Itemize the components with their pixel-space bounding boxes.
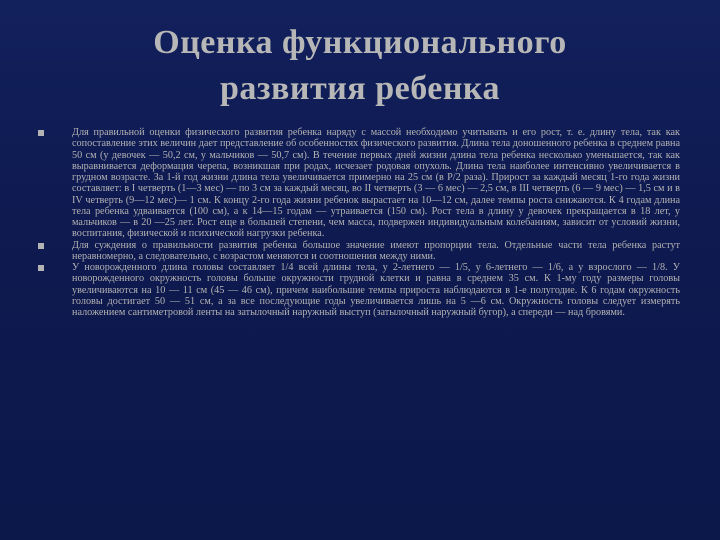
slide-title (60, 20, 660, 112)
square-bullet-icon (38, 265, 44, 271)
paragraph-text: Для суждения о правильности развития ребенка большое значение имеют пропорции тела. Отдельные части тела ребенка растут неравномерно, а следовательно, с возрастом меняются и соотношения между ними. (72, 239, 680, 262)
square-bullet-icon (38, 243, 44, 249)
paragraph-proportions (38, 240, 680, 263)
slide-title-line-1: Оценка функционального (153, 24, 567, 61)
paragraph-head (38, 262, 680, 318)
slide-title-line-2: развития ребенка (219, 70, 501, 107)
square-bullet-icon (38, 130, 44, 136)
paragraph-text: Для правильной оценки физического развития ребенка наряду с массой необходимо учитывать и его рост, т. е. длину тела, так как сопоставление этих величин дает представление об особенностях физического развития. Длина тела доношенного ребенка в среднем равна 50 см (у девочек — 50,2 см, у мальчиков — 50,7 см). В течение первых дней жизни длина тела ребенка несколько уменьшается, так как выравнивается деформация черепа, возникшая при родах, исчезает родовая опухоль. Длина тела наиболее интенсивно увеличивается в грудном возрасте. За 1-й год жизни длина тела увеличивается примерно на 25 см (в P/2 раза). Прирост за каждый месяц 1-го года жизни составляет: в I четверть (1—3 мес) — по 3 см за каждый месяц, во II четверть (3 — 6 мес) — 2,5 см, в III четверть (6 — 9 мес) — 1,5 см и в IV четверть (9—12 мес)— 1 см. К концу 2-го года жизни ребенок вырастает на 10—12 см, далее темпы роста снижаются. К 4 годам длина тела ребенка удваивается (100 см), а к 14—15 годам — утраивается (150 см). Рост тела в длину у девочек прекращается в 18 лет, у мальчиков — в 20 —25 лет. Рост еще в большей степени, чем масса, подвержен индивидуальным колебаниям, зависит от условий жизни, воспитания, физической и психической нагрузки ребенка. (72, 127, 680, 240)
paragraph-height (38, 127, 680, 240)
slide-body (38, 127, 680, 318)
paragraph-text: У новорожденного длина головы составляет 1/4 всей длины тела, у 2-летнего — 1/5, у 6-летнего — 1/6, а у взрослого — 1/8. У новорожденного окружность головы больше окружности грудной клетки и равна в среднем 35 см. К 1-му году размеры головы увеличиваются на 10 — 11 см (45 — 46 см), причем наибольшие темпы прироста наблюдаются в 1-е полугодие. К 6 годам окружность головы достигает 50 — 51 см, а за все последующие годы увеличивается лишь на 5 —6 см. Окружность головы следует измерять наложением сантиметровой ленты на затылочный наружный выступ (затылочный наружный бугор), а спереди — над бровями. (72, 262, 680, 318)
